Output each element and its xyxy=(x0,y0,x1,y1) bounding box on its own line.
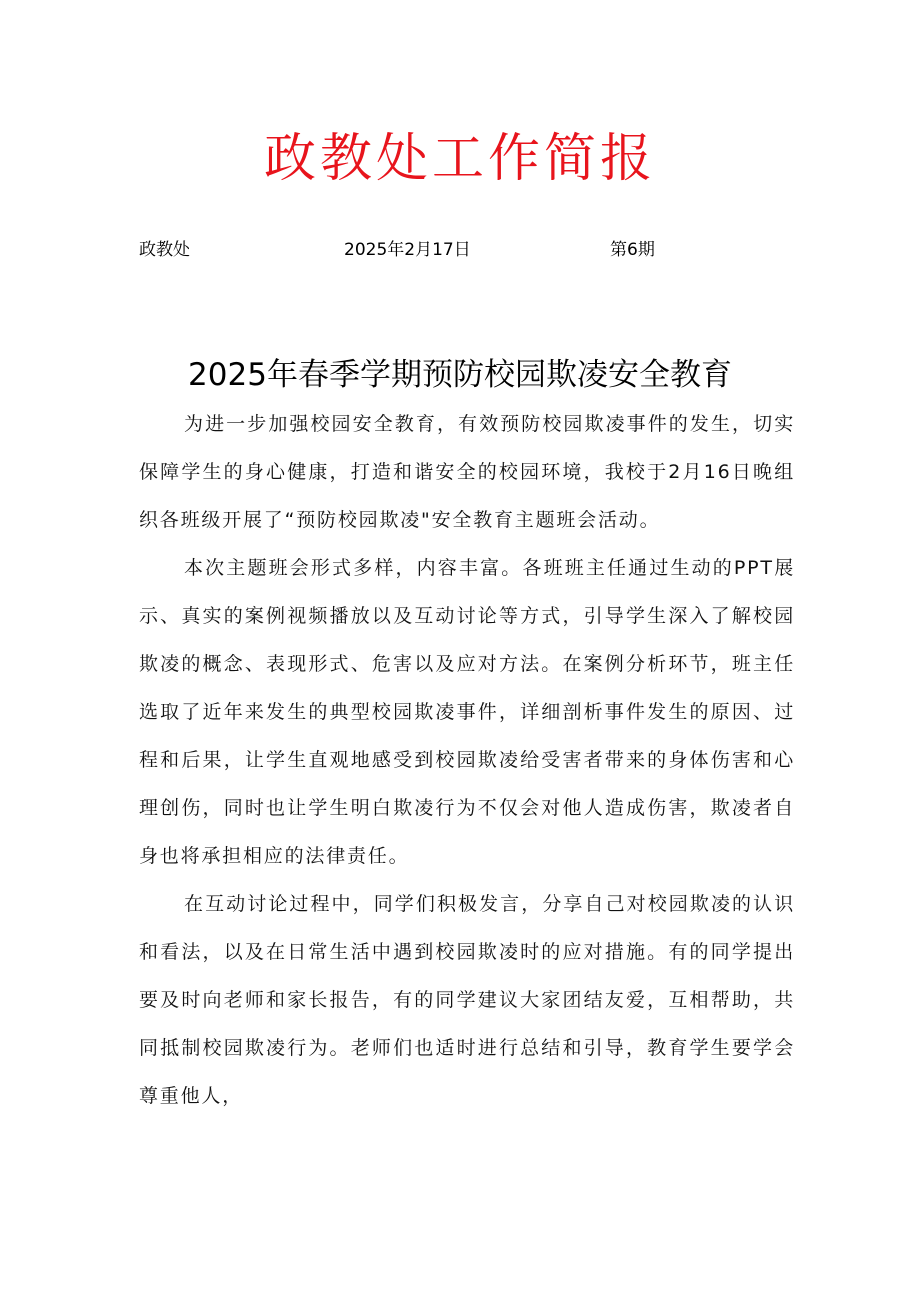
newsletter-masthead: 政教处工作简报 xyxy=(263,129,656,189)
article-body xyxy=(139,400,795,1120)
article-paragraph: 为进一步加强校园安全教育，有效预防校园欺凌事件的发生，切实保障学生的身心健康，打造和谐安全的校园环境，我校于2月16日晚组织各班级开展了“预防校园欺凌"安全教育主题班会活动。 xyxy=(139,413,795,531)
department-label: 政教处 xyxy=(139,240,190,260)
article-paragraph: 在互动讨论过程中，同学们积极发言，分享自己对校园欺凌的认识和看法，以及在日常生活中遇到校园欺凌时的应对措施。有的同学提出要及时向老师和家长报告，有的同学建议大家团结友爱，互相帮助，共同抵制校园欺凌行为。老师们也适时进行总结和引导，教育学生要学会尊重他人， xyxy=(139,893,795,1107)
article-title: 2025年春季学期预防校园欺凌安全教育 xyxy=(188,357,732,393)
issue-meta-row xyxy=(0,236,920,264)
article-paragraph: 本次主题班会形式多样，内容丰富。各班班主任通过生动的PPT展示、真实的案例视频播放以及互动讨论等方式，引导学生深入了解校园欺凌的概念、表现形式、危害以及应对方法。在案例分析环节，班主任选取了近年来发生的典型校园欺凌事件，详细剖析事件发生的原因、过程和后果，让学生直观地感受到校园欺凌给受害者带来的身体伤害和心理创伤，同时也让学生明白欺凌行为不仅会对他人造成伤害，欺凌者自身也将承担相应的法律责任。 xyxy=(139,557,795,867)
issue-date: 2025年2月17日 xyxy=(344,240,471,260)
issue-number: 第6期 xyxy=(610,240,655,260)
